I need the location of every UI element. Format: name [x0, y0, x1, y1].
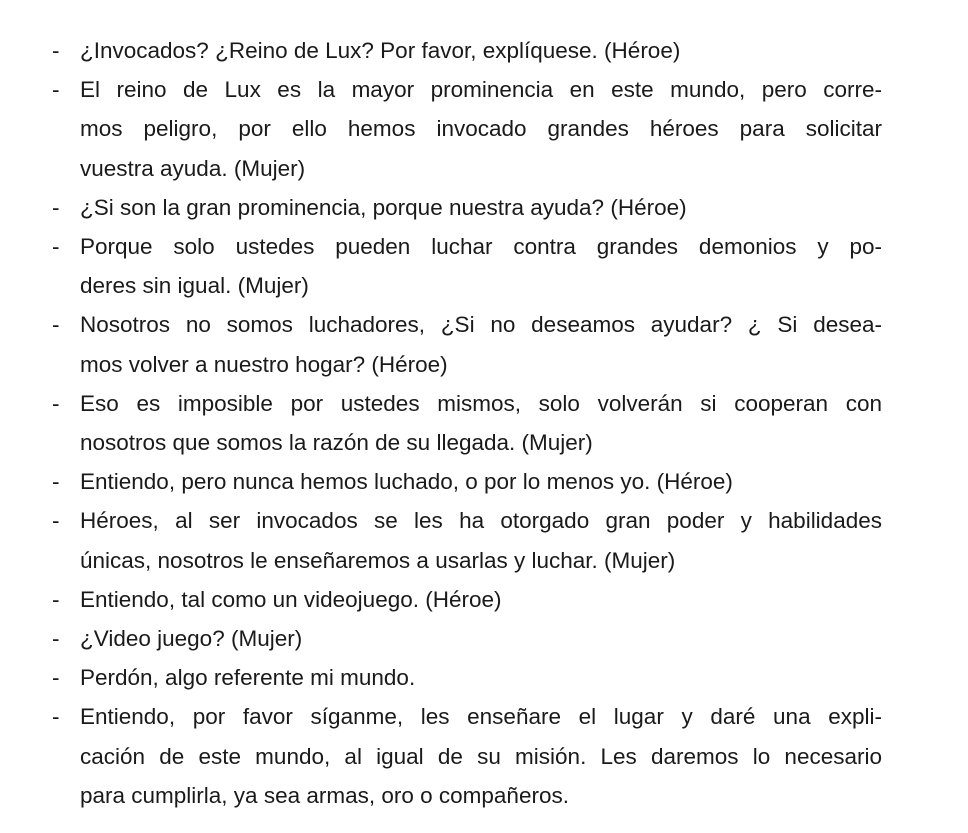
bullet-dash: - [52, 704, 60, 730]
dialogue-line: Entiendo, por favor síganme, les enseñare el lugar y daré una expli- [80, 704, 882, 730]
dialogue-line: Eso es imposible por ustedes mismos, solo volverán si cooperan con [80, 390, 882, 416]
bullet-dash: - [52, 77, 60, 103]
dialogue-item [52, 70, 882, 188]
dialogue-line: Perdón, algo referente mi mundo. [80, 665, 416, 691]
dialogue-line: Nosotros no somos luchadores, ¿Si no deseamos ayudar? ¿ Si desea- [80, 312, 882, 338]
dialogue-item [52, 384, 882, 462]
bullet-dash: - [52, 626, 60, 652]
dialogue-line: vuestra ayuda. (Mujer) [80, 155, 306, 181]
dialogue-list [52, 31, 882, 815]
dialogue-line: El reino de Lux es la mayor prominencia en este mundo, pero corre- [80, 77, 882, 103]
dialogue-line: nosotros que somos la razón de su llegada. (Mujer) [80, 430, 593, 456]
bullet-dash: - [52, 508, 60, 534]
bullet-dash: - [52, 194, 60, 220]
dialogue-line: Entiendo, tal como un videojuego. (Héroe) [80, 586, 502, 612]
dialogue-line: deres sin igual. (Mujer) [80, 273, 309, 299]
bullet-dash: - [52, 665, 60, 691]
bullet-dash: - [52, 38, 60, 63]
bullet-dash: - [52, 390, 60, 416]
dialogue-item [52, 580, 882, 619]
bullet-dash: - [52, 312, 60, 338]
dialogue-line: ¿Video juego? (Mujer) [80, 626, 303, 652]
dialogue-item [52, 305, 882, 383]
dialogue-line: ¿Si son la gran prominencia, porque nuestra ayuda? (Héroe) [80, 194, 687, 220]
dialogue-line: mos volver a nuestro hogar? (Héroe) [80, 351, 448, 377]
dialogue-line: ¿Invocados? ¿Reino de Lux? Por favor, explíquese. (Héroe) [80, 38, 681, 63]
dialogue-line: Héroes, al ser invocados se les ha otorgado gran poder y habilidades [80, 508, 882, 534]
dialogue-item [52, 619, 882, 658]
dialogue-line: mos peligro, por ello hemos invocado grandes héroes para solicitar [80, 116, 882, 142]
bullet-dash: - [52, 586, 60, 612]
dialogue-item [52, 501, 882, 579]
dialogue-line: Entiendo, pero nunca hemos luchado, o por lo menos yo. (Héroe) [80, 469, 733, 495]
bullet-dash: - [52, 234, 60, 260]
dialogue-line: Porque solo ustedes pueden luchar contra grandes demonios y po- [80, 234, 882, 260]
dialogue-item [52, 227, 882, 305]
dialogue-item [52, 658, 882, 697]
dialogue-item [52, 31, 882, 70]
bullet-dash: - [52, 469, 60, 495]
dialogue-line: únicas, nosotros le enseñaremos a usarlas y luchar. (Mujer) [80, 547, 676, 573]
dialogue-item [52, 697, 882, 815]
dialogue-item [52, 462, 882, 501]
dialogue-line: cación de este mundo, al igual de su misión. Les daremos lo necesario [80, 743, 882, 769]
dialogue-line: para cumplirla, ya sea armas, oro o compañeros. [80, 782, 569, 808]
dialogue-item [52, 188, 882, 227]
